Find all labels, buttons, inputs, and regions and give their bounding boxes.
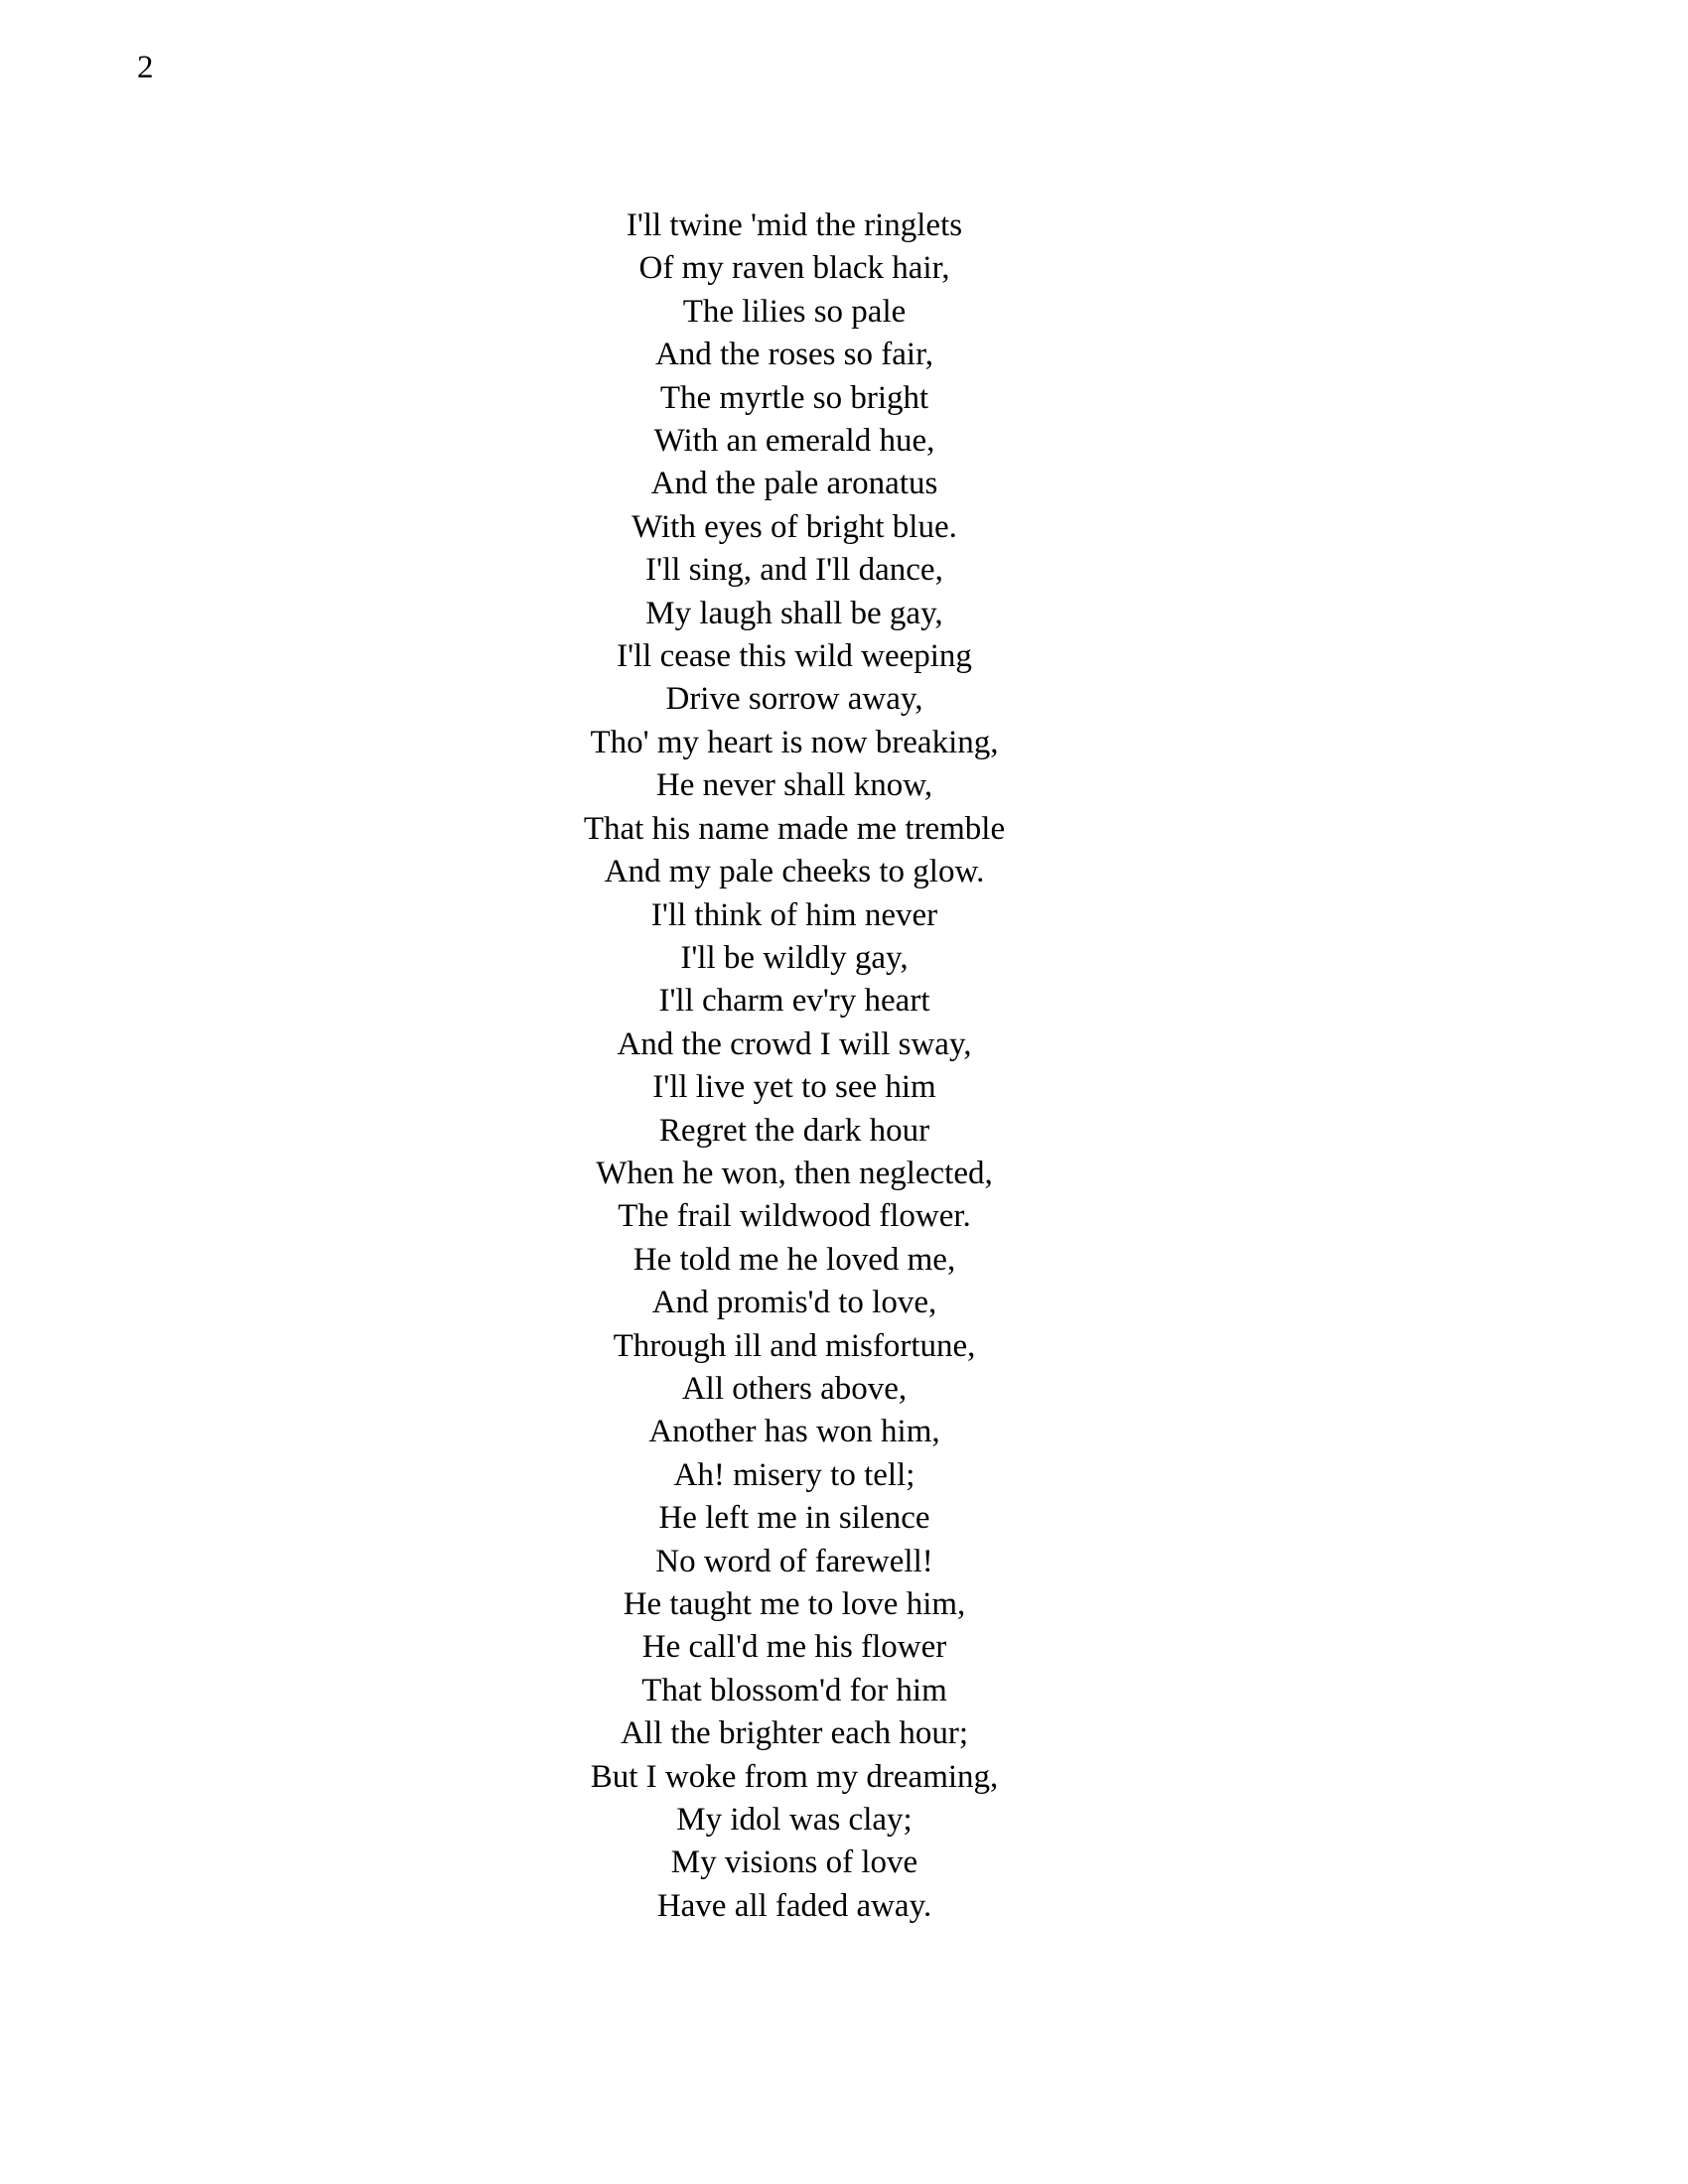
poem-line: All the brighter each hour; xyxy=(620,1715,969,1752)
poem-line: I'll be wildly gay, xyxy=(680,939,909,976)
poem-line: The lilies so pale xyxy=(682,293,907,330)
poem-line: I'll live yet to see him xyxy=(652,1069,936,1106)
poem-line: Of my raven black hair, xyxy=(638,250,950,287)
poem-line: My laugh shall be gay, xyxy=(645,595,943,631)
poem-line: He never shall know, xyxy=(655,767,933,804)
poem-line: And the pale aronatus xyxy=(650,466,938,502)
poem-line: And the crowd I will sway, xyxy=(617,1025,972,1062)
poem-line: My visions of love xyxy=(670,1844,918,1881)
poem-line: All others above, xyxy=(681,1370,908,1407)
poem-line: He left me in silence xyxy=(658,1500,930,1537)
poem-line: I'll cease this wild weeping xyxy=(617,638,972,675)
poem-line: With eyes of bright blue. xyxy=(632,508,957,545)
poem-line: He told me he loved me, xyxy=(633,1241,956,1278)
poem-line: I'll charm ev'ry heart xyxy=(658,983,930,1020)
poem-line: He taught me to love him, xyxy=(623,1586,966,1622)
poem-line: Drive sorrow away, xyxy=(665,681,923,718)
poem-line: That blossom'd for him xyxy=(641,1672,947,1708)
poem-line: And promis'd to love, xyxy=(651,1285,937,1321)
poem-line: When he won, then neglected, xyxy=(596,1155,993,1191)
poem-line: The frail wildwood flower. xyxy=(618,1198,971,1235)
poem-line: Have all faded away. xyxy=(656,1887,932,1924)
poem-line: Through ill and misfortune, xyxy=(613,1327,976,1364)
poem-line: The myrtle so bright xyxy=(659,379,929,416)
page-number: 2 xyxy=(137,50,154,85)
poem-line: He call'd me his flower xyxy=(641,1629,947,1666)
poem-line: I'll twine 'mid the ringlets xyxy=(626,207,963,243)
poem-line: I'll sing, and I'll dance, xyxy=(645,552,943,589)
poem-line: Regret the dark hour xyxy=(658,1112,930,1149)
poem-line: I'll think of him never xyxy=(650,896,938,933)
poem-line: That his name made me tremble xyxy=(583,810,1006,847)
poem-line: No word of farewell! xyxy=(655,1543,933,1579)
poem-line: And the roses so fair, xyxy=(654,337,934,373)
poem-line: With an emerald hue, xyxy=(653,423,935,460)
poem-line: Another has won him, xyxy=(648,1414,940,1450)
poem-line: And my pale cheeks to glow. xyxy=(604,854,985,890)
poem-text xyxy=(0,205,1589,1928)
poem-line: Tho' my heart is now breaking, xyxy=(590,724,999,760)
poem-line: Ah! misery to tell; xyxy=(673,1456,915,1493)
poem-line: But I woke from my dreaming, xyxy=(590,1758,999,1795)
poem-line: My idol was clay; xyxy=(676,1802,913,1839)
